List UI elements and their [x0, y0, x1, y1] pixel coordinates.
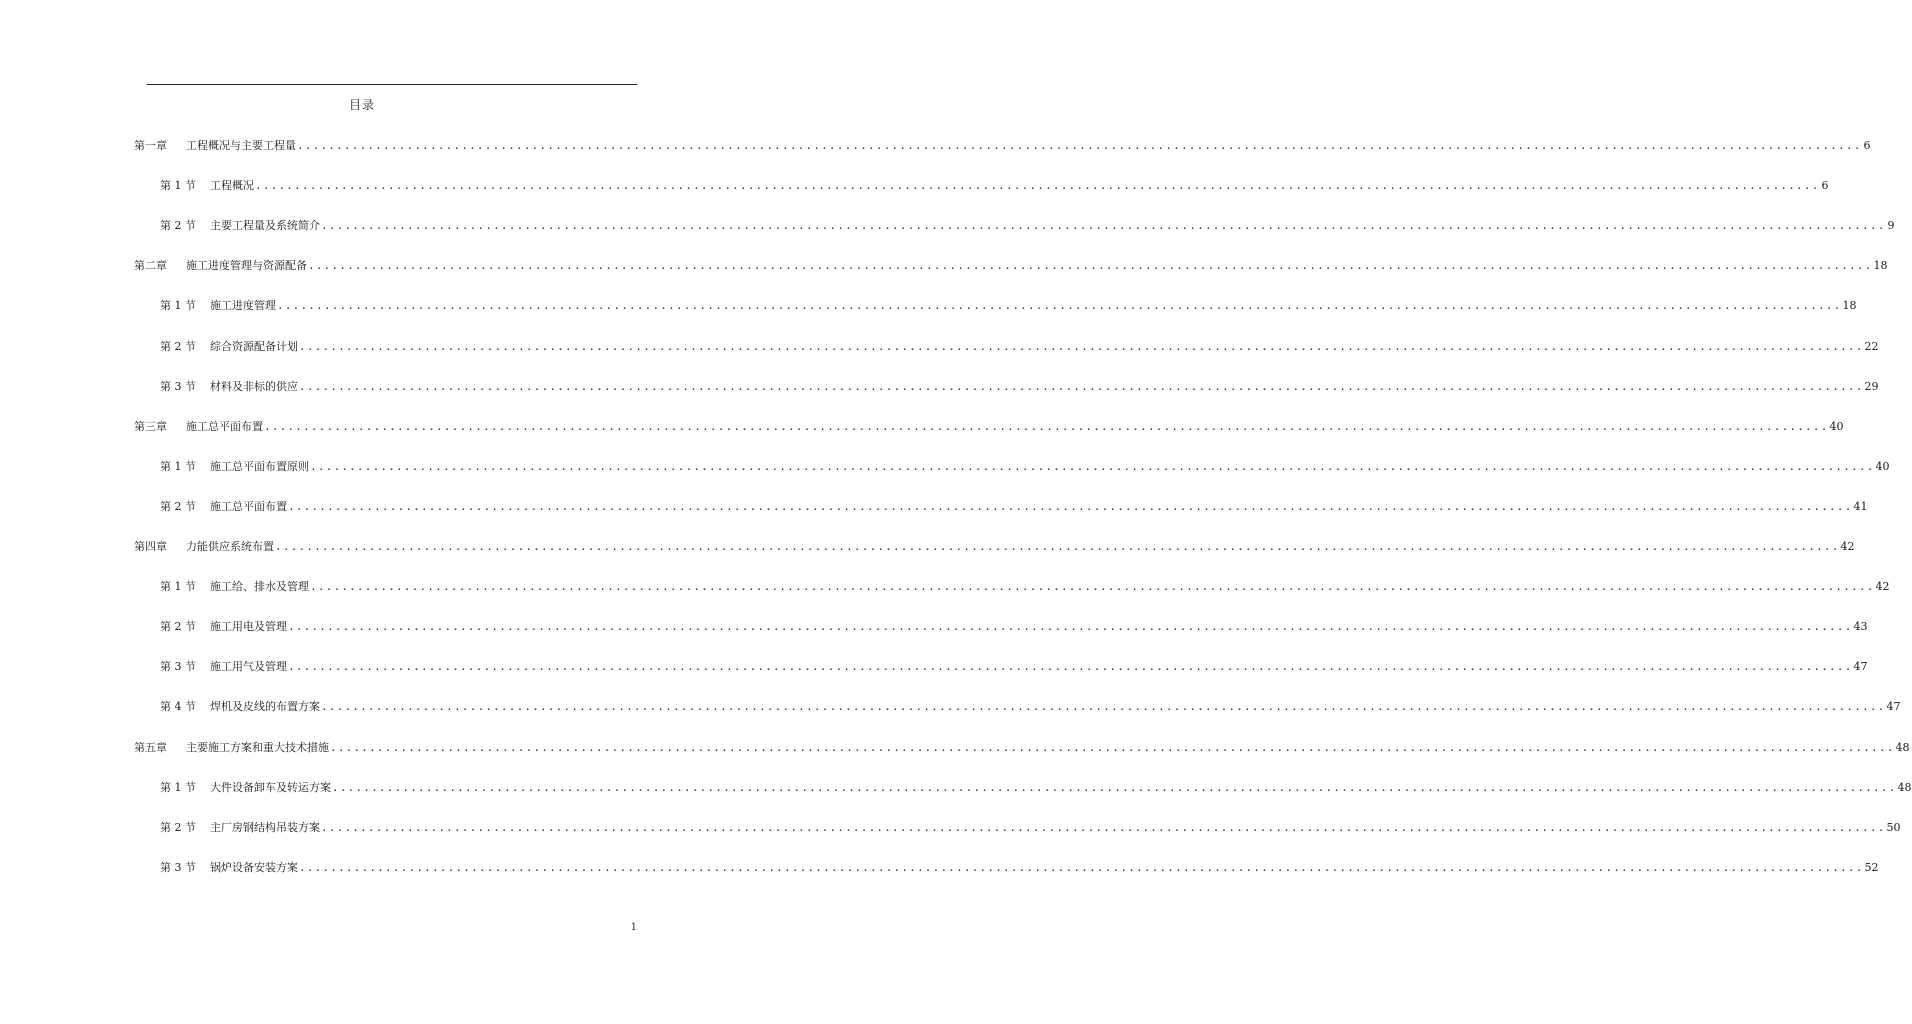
toc-dot-leader: ........................................................................................................................................................................................................: [308, 259, 1873, 273]
toc-entry-title: 施工给、排水及管理: [210, 580, 309, 594]
toc-dot-leader: ........................................................................................................................................................................................................: [299, 860, 1864, 874]
toc-entry-number: 第 2 节: [160, 620, 196, 634]
toc-entry-page: 9: [1887, 219, 1895, 233]
toc-entry-page: 6: [1821, 179, 1829, 193]
toc-entry-number: 第 1 节: [160, 780, 196, 794]
toc-chapter-entry[interactable]: [134, 258, 1888, 274]
toc-dot-leader: ........................................................................................................................................................................................................: [332, 780, 1897, 794]
toc-dot-leader: ........................................................................................................................................................................................................: [275, 540, 1840, 553]
toc-dot-leader: ........................................................................................................................................................................................................: [310, 459, 1875, 473]
toc-entry-number: 第 2 节: [160, 339, 196, 353]
toc-entry-title: 施工进度管理: [210, 299, 276, 313]
toc-entry-title: 锅炉设备安装方案: [210, 860, 298, 874]
toc-entry-number: 第 2 节: [160, 820, 196, 834]
toc-entry-number: 第 3 节: [160, 860, 196, 874]
toc-dot-leader: ........................................................................................................................................................................................................: [330, 740, 1895, 754]
toc-section-entry[interactable]: [160, 459, 1890, 475]
toc-dot-leader: ........................................................................................................................................................................................................: [288, 660, 1853, 674]
toc-chapter-entry[interactable]: [134, 539, 1855, 555]
toc-section-entry[interactable]: [160, 339, 1879, 355]
toc-entry-page: 43: [1853, 620, 1868, 634]
toc-entry-title: 施工用电及管理: [210, 620, 287, 634]
toc-entry-title: 施工总平面布置: [186, 419, 263, 433]
toc-entry-title: 主要工程量及系统简介: [210, 219, 320, 233]
toc-entry-page: 40: [1829, 419, 1844, 433]
toc-section-entry[interactable]: [160, 178, 1829, 194]
toc-entry-title: 大件设备卸车及转运方案: [210, 780, 331, 794]
toc-dot-leader: ........................................................................................................................................................................................................: [299, 379, 1864, 393]
toc-entry-page: 22: [1864, 339, 1879, 353]
toc-section-entry[interactable]: [160, 579, 1890, 595]
toc-entry-title: 材料及非标的供应: [210, 379, 298, 393]
toc-entry-number: 第一章: [134, 139, 167, 152]
toc-chapter-entry[interactable]: [134, 740, 1910, 756]
toc-section-entry[interactable]: [160, 499, 1868, 515]
toc-entry-page: 47: [1886, 700, 1901, 714]
toc-dot-leader: ........................................................................................................................................................................................................: [310, 580, 1875, 594]
toc-entry-page: 50: [1886, 820, 1901, 834]
toc-entry-number: 第 1 节: [160, 179, 196, 193]
toc-entry-page: 18: [1842, 299, 1857, 313]
toc-entry-title: 综合资源配备计划: [210, 339, 298, 353]
toc-entry-title: 施工总平面布置原则: [210, 459, 309, 473]
toc-dot-leader: ........................................................................................................................................................................................................: [277, 299, 1842, 313]
toc-entry-page: 40: [1875, 459, 1890, 473]
toc-entry-title: 主厂房钢结构吊装方案: [210, 820, 320, 834]
toc-entry-number: 第三章: [134, 419, 167, 433]
toc-section-entry[interactable]: [160, 820, 1901, 836]
toc-entry-number: 第 2 节: [160, 219, 196, 233]
toc-entry-title: 力能供应系统布置: [186, 540, 274, 553]
toc-entry-title: 工程概况: [210, 179, 254, 193]
toc-chapter-entry[interactable]: [134, 419, 1844, 435]
toc-dot-leader: ........................................................................................................................................................................................................: [288, 620, 1853, 634]
toc-entry-number: 第 2 节: [160, 499, 196, 513]
toc-entry-page: 52: [1864, 860, 1879, 874]
toc-section-entry[interactable]: [160, 298, 1857, 314]
toc-entry-title: 施工进度管理与资源配备: [186, 259, 307, 273]
toc-entry-title: 工程概况与主要工程量: [186, 139, 296, 152]
toc-dot-leader: ........................................................................................................................................................................................................: [264, 419, 1829, 433]
toc-section-entry[interactable]: [160, 699, 1901, 715]
toc-entry-number: 第 4 节: [160, 700, 196, 714]
toc-entry-number: 第 1 节: [160, 459, 196, 473]
toc-section-entry[interactable]: [160, 659, 1868, 675]
toc-dot-leader: ........................................................................................................................................................................................................: [288, 499, 1853, 513]
toc-section-entry[interactable]: [160, 218, 1895, 234]
toc-section-entry[interactable]: [160, 379, 1879, 395]
toc-dot-leader: ........................................................................................................................................................................................................: [299, 339, 1864, 353]
toc-entry-title: 主要施工方案和重大技术措施: [186, 740, 329, 754]
toc-entry-number: 第二章: [134, 259, 167, 273]
toc-dot-leader: ........................................................................................................................................................................................................: [321, 219, 1886, 233]
toc-entry-page: 47: [1853, 660, 1868, 674]
toc-dot-leader: ........................................................................................................................................................................................................: [255, 179, 1820, 193]
toc-entry-number: 第 3 节: [160, 379, 196, 393]
toc-dot-leader: ........................................................................................................................................................................................................: [297, 139, 1862, 152]
toc-dot-leader: ........................................................................................................................................................................................................: [321, 700, 1886, 714]
toc-entry-title: 焊机及皮线的布置方案: [210, 700, 320, 714]
toc-entry-page: 48: [1895, 740, 1910, 754]
toc-entry-page: 48: [1897, 780, 1912, 794]
toc-entry-page: 18: [1873, 259, 1888, 273]
toc-entry-page: 6: [1863, 139, 1871, 152]
toc-entry-title: 施工用气及管理: [210, 660, 287, 674]
toc-entry-page: 42: [1840, 540, 1855, 553]
toc-entry-number: 第 1 节: [160, 580, 196, 594]
toc-entry-number: 第五章: [134, 740, 167, 754]
toc-entry-number: 第 3 节: [160, 660, 196, 674]
page-number: 1: [630, 922, 637, 933]
toc-entry-number: 第四章: [134, 540, 167, 553]
toc-section-entry[interactable]: [160, 780, 1912, 796]
toc-section-entry[interactable]: [160, 860, 1879, 876]
toc-dot-leader: ........................................................................................................................................................................................................: [321, 820, 1886, 834]
toc-entry-number: 第 1 节: [160, 299, 196, 313]
toc-title: 目录: [348, 98, 375, 112]
toc-section-entry[interactable]: [160, 619, 1868, 635]
toc-entry-page: 42: [1875, 580, 1890, 594]
toc-entry-title: 施工总平面布置: [210, 499, 287, 513]
toc-entry-page: 29: [1864, 379, 1879, 393]
toc-entry-page: 41: [1853, 499, 1868, 513]
toc-chapter-entry[interactable]: [134, 138, 1871, 154]
